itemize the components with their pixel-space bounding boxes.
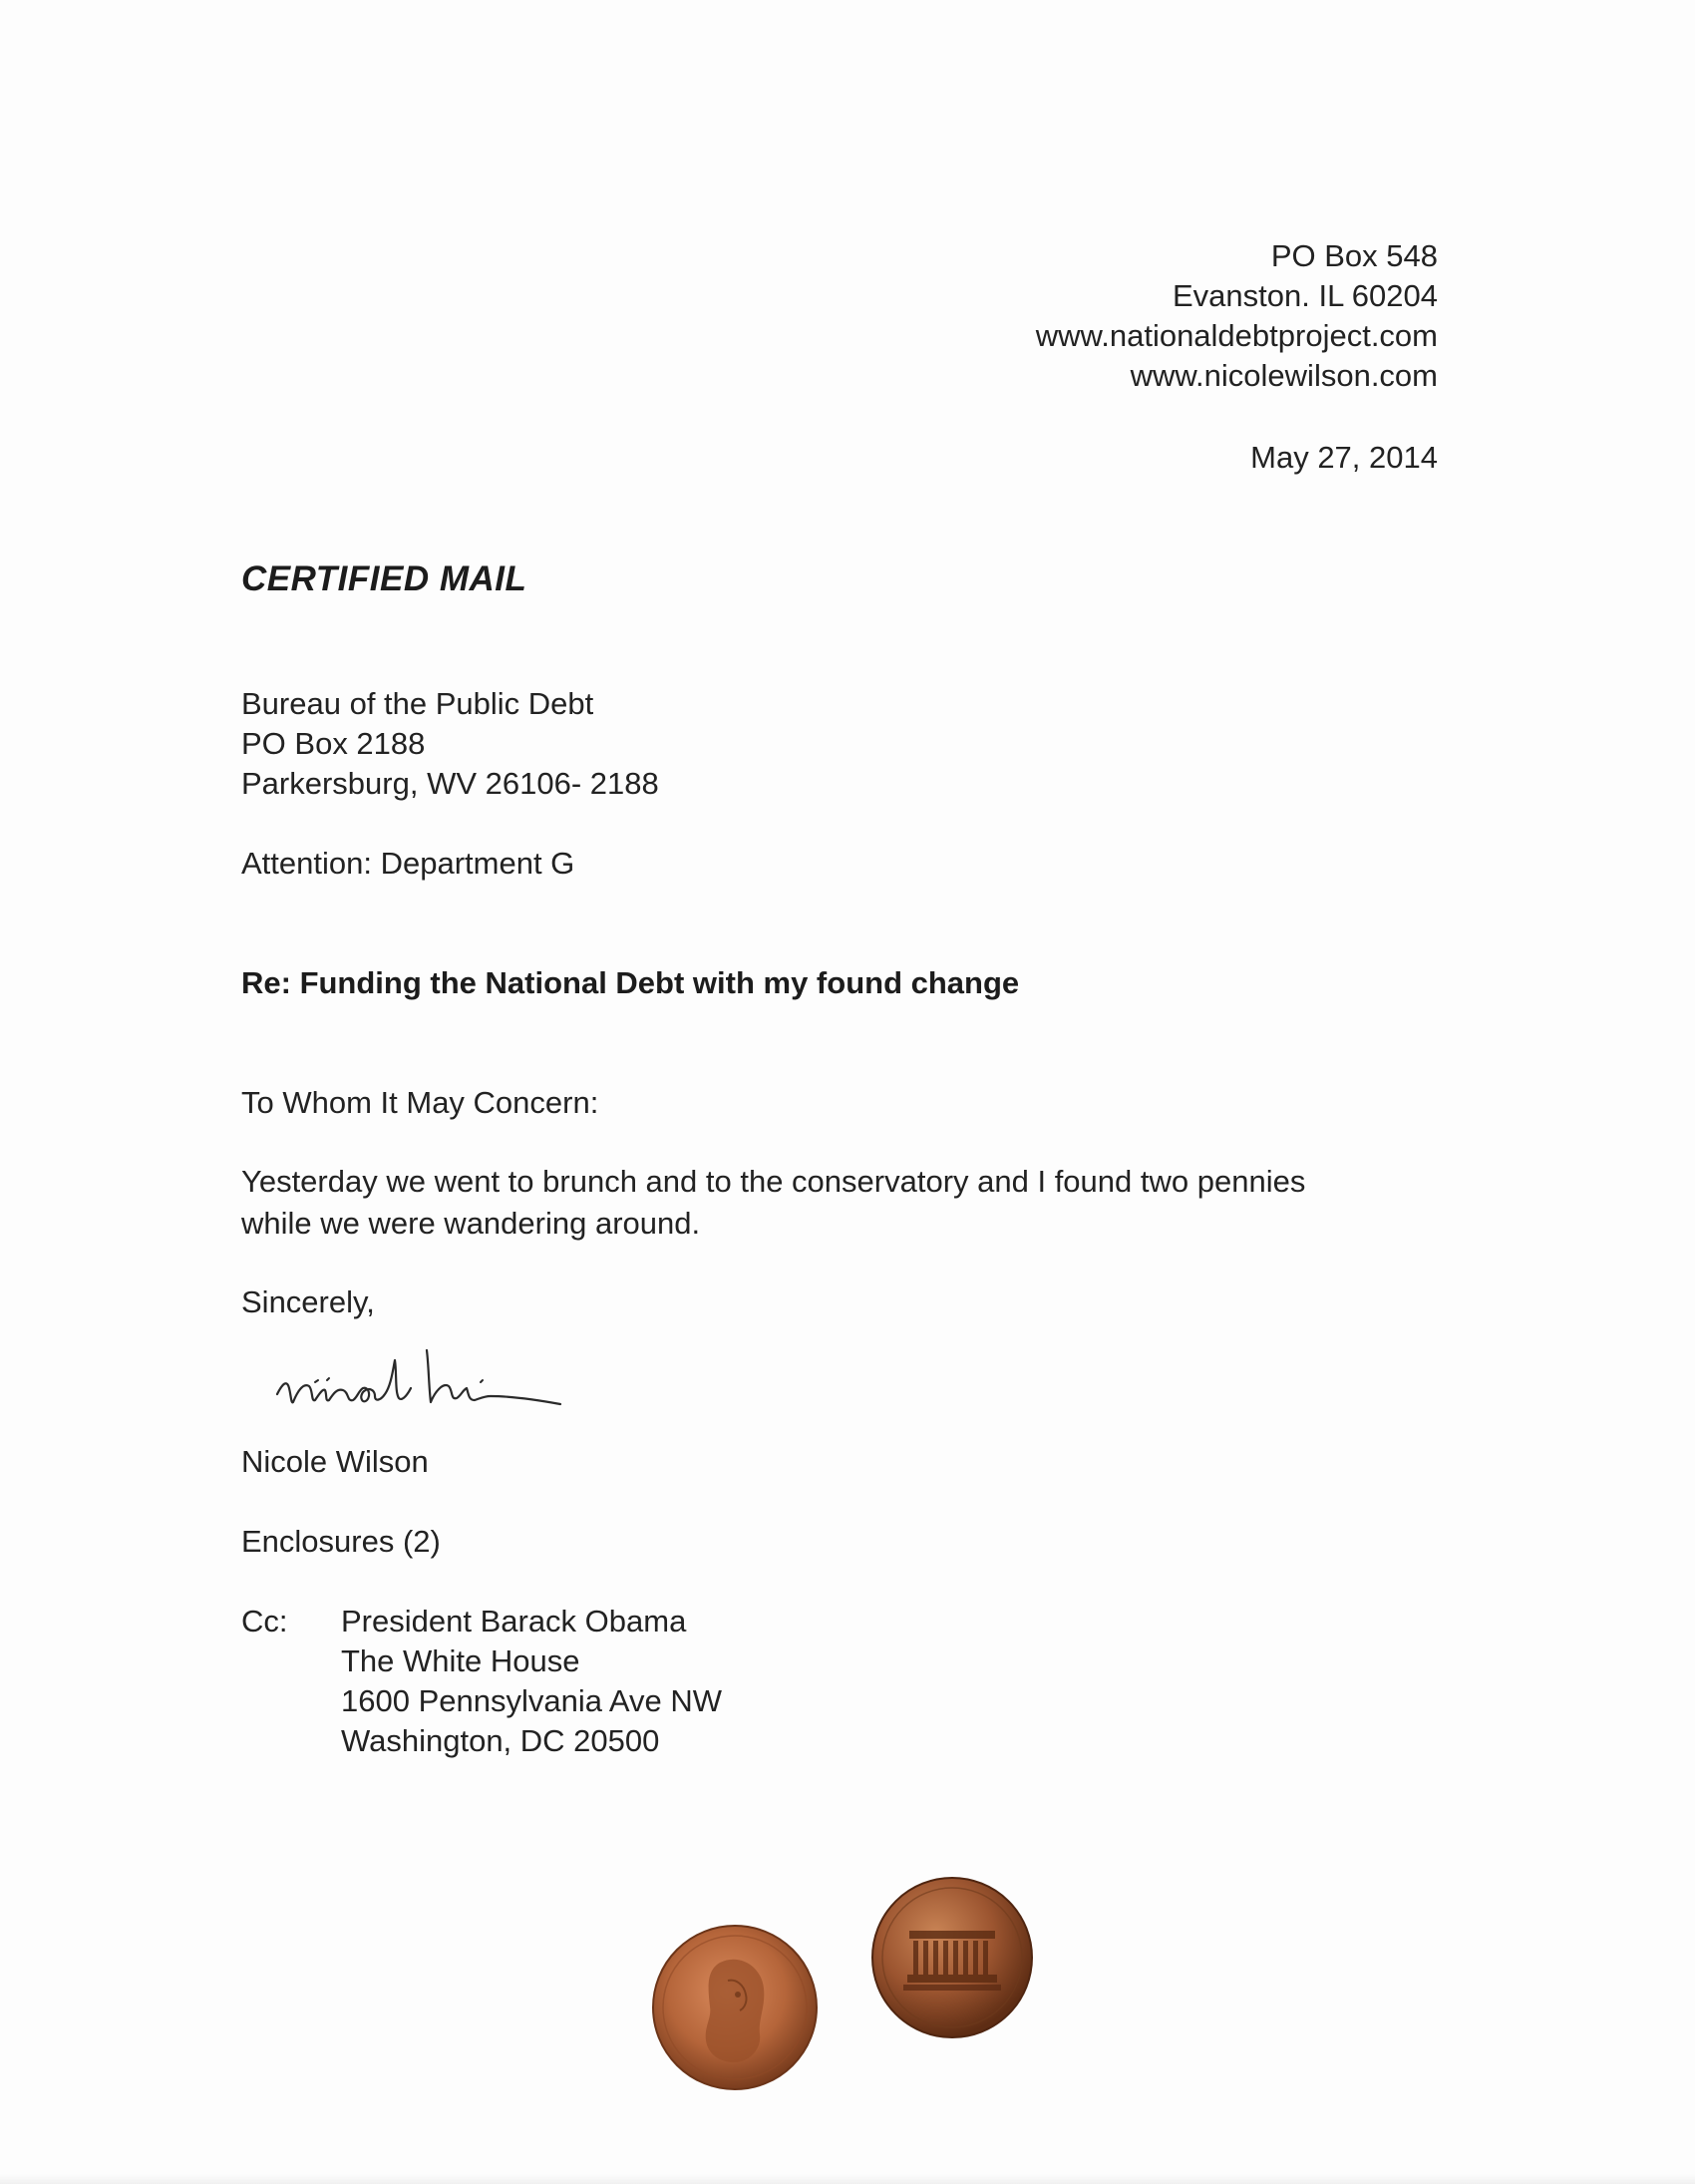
sender-address-line-1: PO Box 548 [1270,238,1438,273]
penny-back-icon [869,1875,1035,2040]
sender-website-1: www.nationaldebtproject.com [1035,318,1438,353]
cc-name: President Barack Obama [341,1604,687,1638]
penny-front-icon [650,1923,820,2092]
signature-icon [271,1330,610,1420]
recipient-address-line-2: Parkersburg, WV 26106- 2188 [241,766,659,801]
attention-line: Attention: Department G [241,846,575,881]
signer-name: Nicole Wilson [241,1444,429,1479]
cc-label: Cc: [241,1604,288,1638]
letter-date: May 27, 2014 [1250,440,1438,475]
recipient-address [241,684,659,804]
scan-edge-shadow [0,2174,1695,2184]
enclosures-note: Enclosures (2) [241,1524,441,1559]
recipient-address-line-1: PO Box 2188 [241,726,426,761]
sender-website-2: www.nicolewilson.com [1130,358,1438,393]
delivery-method: CERTIFIED MAIL [241,559,527,598]
body-paragraph [241,1161,1418,1245]
sender-address-line-2: Evanston. IL 60204 [1173,278,1438,313]
recipient-name: Bureau of the Public Debt [241,686,594,721]
cc-city: Washington, DC 20500 [341,1723,660,1758]
closing: Sincerely, [241,1284,375,1319]
body-line-2: while we were wandering around. [241,1206,701,1241]
salutation: To Whom It May Concern: [241,1085,599,1120]
sender-address [1036,236,1438,396]
cc-org: The White House [341,1643,580,1678]
cc-street: 1600 Pennsylvania Ave NW [341,1683,722,1718]
body-line-1: Yesterday we went to brunch and to the conservatory and I found two pennies [241,1164,1306,1199]
subject-line: Re: Funding the National Debt with my found change [241,965,1020,1000]
cc-recipient [341,1602,722,1761]
